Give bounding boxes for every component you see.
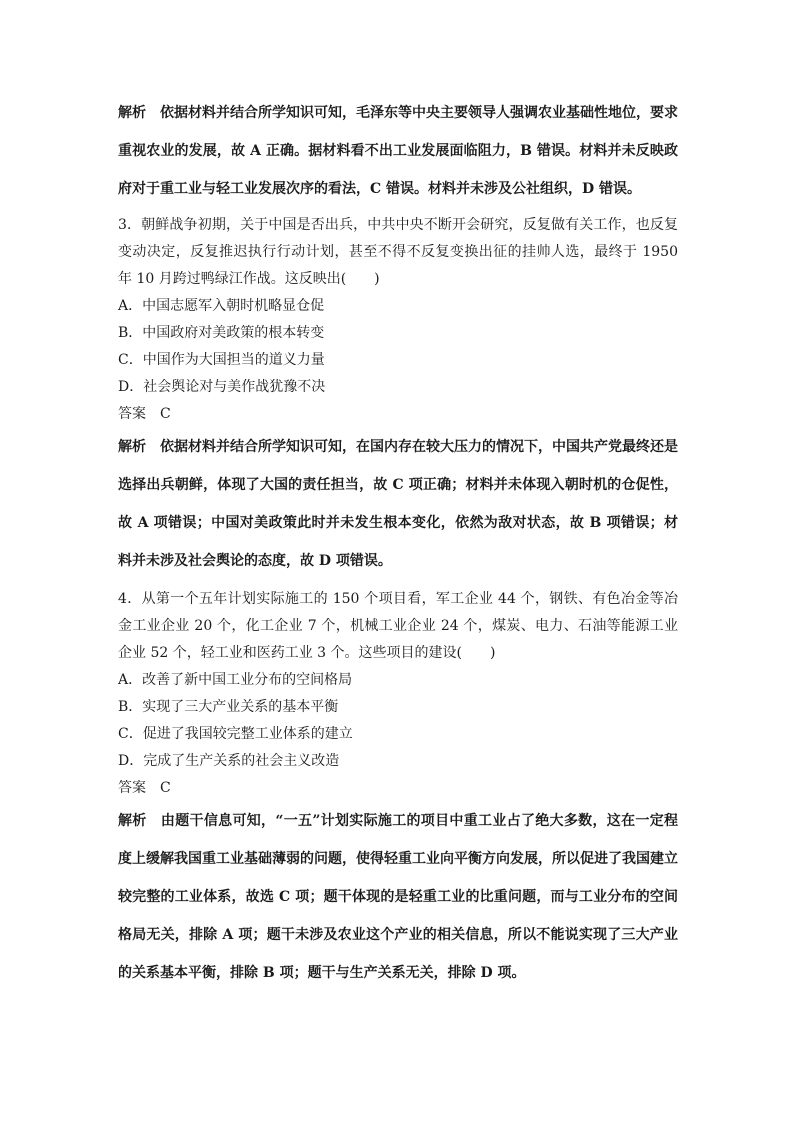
question-4: [118, 586, 678, 992]
page-content: [118, 94, 678, 992]
question-4-option-a: A．改善了新中国工业分布的空间格局: [118, 672, 353, 688]
question-4-answer: 答案 C: [118, 780, 171, 796]
question-3-option-b: B．中国政府对美政策的根本转变: [118, 325, 325, 341]
question-3-option-d: D．社会舆论对与美作战犹豫不决: [118, 379, 326, 395]
question-3-stem: 3．朝鲜战争初期，关于中国是否出兵，中共中央不断开会研究，反复做有关工作，也反复变动决定，反复推迟执行行动计划，甚至不得不反复变换出征的挂帅人选，最终于 1950 年 10 月跨过鸭绿江作战。这反映出( ): [118, 217, 678, 287]
question-4-option-c: C．促进了我国较完整工业体系的建立: [118, 726, 353, 742]
question-3-analysis: 解析 依据材料并结合所学知识可知，在国内存在较大压力的情况下，中国共产党最终还是选择出兵朝鲜，体现了大国的责任担当，故 C 项正确；材料并未体现入朝时机的仓促性，故 A 项错误；中国对美政策此时并未发生根本变化，依然为敌对状态，故 B 项错误；材料并未涉及社会舆论的态度，故 D 项错误。: [118, 439, 678, 569]
question-3-option-c: C．中国作为大国担当的道义力量: [118, 352, 325, 368]
question-3: [118, 212, 678, 580]
analysis-q2: 解析 依据材料并结合所学知识可知，毛泽东等中央主要领导人强调农业基础性地位，要求重视农业的发展，故 A 正确。据材料看不出工业发展面临阻力，B 错误。材料并未反映政府对于重工业与轻工业发展次序的看法，C 错误。材料并未涉及公社组织，D 错误。: [118, 105, 678, 197]
question-4-option-b: B．实现了三大产业关系的基本平衡: [118, 699, 339, 715]
question-3-option-a: A．中国志愿军入朝时机略显仓促: [118, 298, 325, 314]
question-3-answer: 答案 C: [118, 406, 171, 422]
question-4-option-d: D．完成了生产关系的社会主义改造: [118, 753, 340, 769]
question-4-analysis: 解析 由题干信息可知，“一五”计划实际施工的项目中重工业占了绝大多数，这在一定程度上缓解我国重工业基础薄弱的问题，使得轻重工业向平衡方向发展，所以促进了我国建立较完整的工业体系，故选 C 项；题干体现的是轻重工业的比重问题，而与工业分布的空间格局无关，排除 A 项；题干未涉及农业这个产业的相关信息，所以不能说实现了三大产业的关系基本平衡，排除 B 项；题干与生产关系无关，排除 D 项。: [118, 813, 678, 981]
question-4-stem: 4．从第一个五年计划实际施工的 150 个项目看，军工企业 44 个，钢铁、有色冶金等冶金工业企业 20 个，化工企业 7 个，机械工业企业 24 个，煤炭、电力、石油等能源工业企业 52 个，轻工业和医药工业 3 个。这些项目的建设( ): [118, 591, 678, 661]
